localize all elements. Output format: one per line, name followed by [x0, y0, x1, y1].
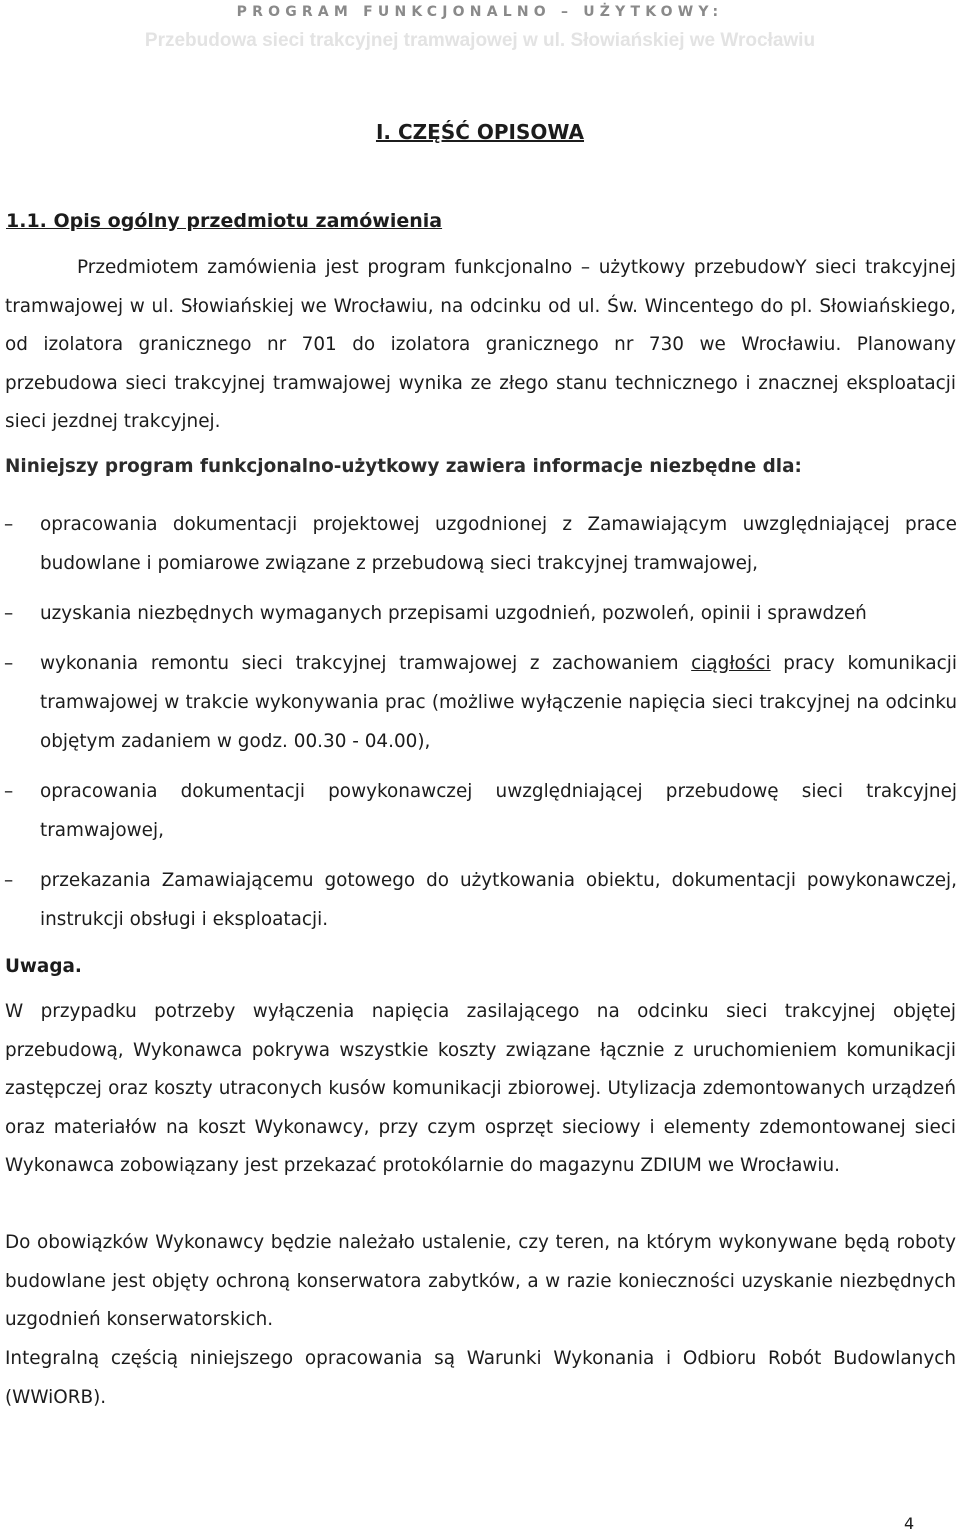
page-title: I. CZĘŚĆ OPISOWA	[375, 120, 585, 144]
list-item-text-before: wykonania remontu sieci trakcyjnej tramwajowej z zachowaniem	[40, 653, 692, 674]
conservator-paragraph: Do obowiązków Wykonawcy będzie należało ustalenie, czy teren, na którym wykonywane będą roboty budowlane jest objęty ochroną konserwatora zabytków, a w razie konieczności uzyskanie niezbędnych uzgodnień konserwatorskich.	[5, 1232, 956, 1330]
list-item	[0, 505, 957, 583]
bullet-dash: –	[4, 653, 14, 674]
uwaga-paragraph: W przypadku potrzeby wyłączenia napięcia zasilającego na odcinku sieci trakcyjnej objętej przebudową, Wykonawca pokrywa wszystkie koszty związane łącznie z uruchomieniem komunikacji zastępczej oraz koszty utraconych kusów komunikacji zbiorowej. Utylizacja zdemontowanych urządzeń oraz materiałów na koszt Wykonawcy, przy czym osprzęt sieciowy i elementy zdemontowanej sieci Wykonawca zobowiązany jest przekazać protokólarnie do magazynu ZDIUM we Wrocławiu.	[5, 1001, 956, 1176]
wwiorb-paragraph: Integralną częścią niniejszego opracowania są Warunki Wykonania i Odbioru Robót Budowlanych (WWiORB).	[5, 1348, 956, 1408]
page-number: 4	[904, 1514, 915, 1533]
uwaga-label: Uwaga.	[5, 956, 82, 977]
list-item	[0, 644, 957, 761]
bullet-dash: –	[4, 870, 14, 891]
bullet-dash: –	[4, 781, 14, 802]
header-project-line: Przebudowa sieci trakcyjnej tramwajowej w ul. Słowiańskiej we Wrocławiu	[144, 30, 816, 51]
bullet-dash: –	[4, 514, 14, 535]
bullet-dash: –	[4, 603, 14, 624]
list-item-text: opracowania dokumentacji projektowej uzgodnionej z Zamawiającym uwzględniającej prace budowlane i pomiarowe związane z przebudową sieci trakcyjnej tramwajowej,	[40, 514, 957, 574]
list-item	[0, 594, 957, 633]
list-item-text: opracowania dokumentacji powykonawczej uwzględniającej przebudowę sieci trakcyjnej tramwajowej,	[40, 781, 957, 841]
header-program-line: PROGRAM FUNKCJONALNO – UŻYTKOWY:	[236, 4, 724, 20]
list-item-text: uzyskania niezbędnych wymaganych przepisami uzgodnień, pozwoleń, opinii i sprawdzeń	[40, 603, 867, 624]
list-item-text: przekazania Zamawiającemu gotowego do użytkowania obiektu, dokumentacji powykonawczej, instrukcji obsługi i eksploatacji.	[40, 870, 957, 930]
list-item-text-after: pracy komunikacji tramwajowej w trakcie wykonywania prac (możliwe wyłączenie napięcia sieci trakcyjnej na odcinku objętym zadaniem w godz. 00.30 - 04.00),	[40, 653, 957, 752]
list-item	[0, 861, 957, 939]
section-heading: 1.1. Opis ogólny przedmiotu zamówienia	[6, 210, 443, 232]
list-item	[0, 772, 957, 850]
list-item-underlined-word: ciągłości	[691, 653, 771, 674]
intro-paragraph: Przedmiotem zamówienia jest program funkcjonalno – użytkowy przebudowY sieci trakcyjnej tramwajowej w ul. Słowiańskiej we Wrocławiu, na odcinku od ul. Św. Wincentego do pl. Słowiańskiego, od izolatora granicznego nr 701 do izolatora granicznego nr 730 we Wrocławiu. Planowany przebudowa sieci trakcyjnej tramwajowej wynika ze złego stanu technicznego i znacznej eksploatacji sieci jezdnej trakcyjnej.	[5, 257, 956, 432]
requirements-list	[0, 505, 960, 950]
lead-text: Niniejszy program funkcjonalno-użytkowy zawiera informacje niezbędne dla:	[5, 456, 802, 477]
